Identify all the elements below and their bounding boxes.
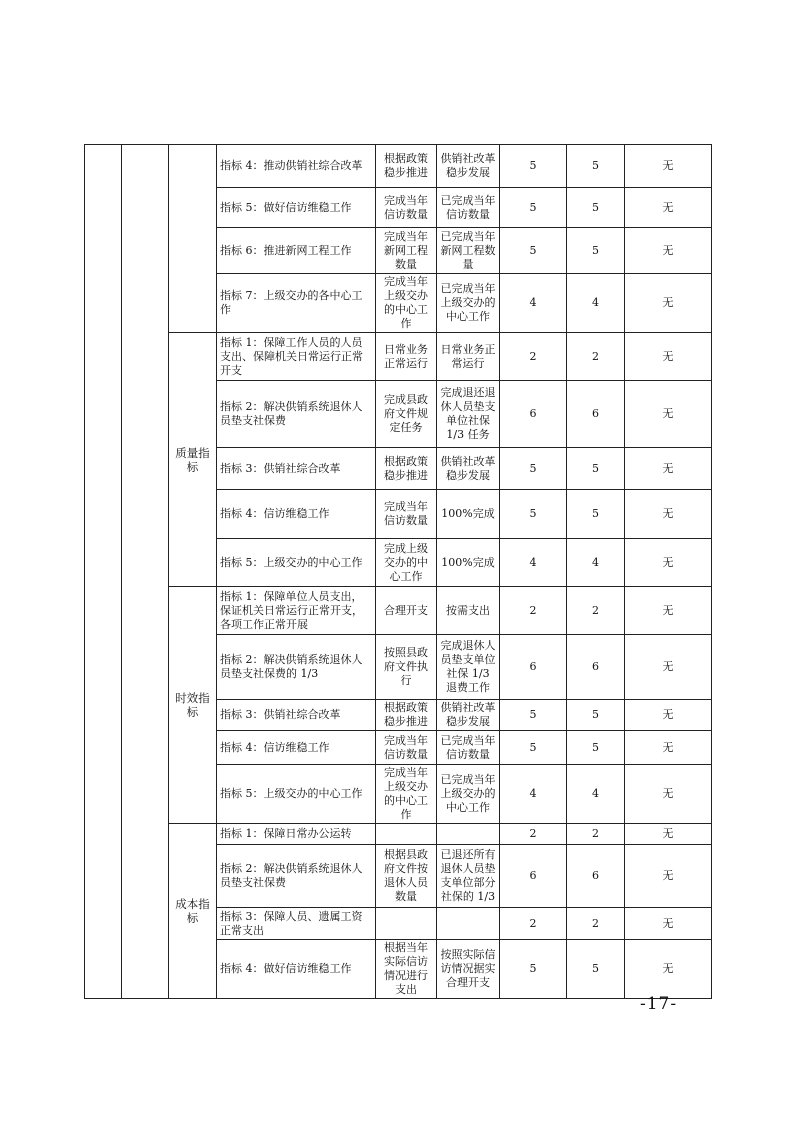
category-cell: 质量指标 — [169, 333, 217, 587]
indicator-text: 指标 3：供销社综合改革 — [217, 448, 376, 490]
table-row — [85, 145, 712, 188]
table-row — [85, 824, 712, 845]
note-value: 无 — [625, 228, 712, 274]
indicator-text: 指标 5：上级交办的中心工作 — [217, 765, 376, 824]
indicator-text: 指标 4：信访维稳工作 — [217, 490, 376, 539]
actual-value: 按照实际信访情况据实合理开支 — [437, 940, 500, 999]
indicator-text: 指标 5：做好信访维稳工作 — [217, 188, 376, 228]
indicator-text: 指标 3：保障人员、遗属工资正常支出 — [217, 908, 376, 940]
score-value: 4 — [567, 539, 625, 587]
note-value: 无 — [625, 188, 712, 228]
indicator-text: 指标 7：上级交办的各中心工作 — [217, 274, 376, 333]
weight-value: 6 — [500, 635, 567, 700]
target-value — [376, 908, 437, 940]
score-value: 2 — [567, 333, 625, 381]
score-value: 5 — [567, 448, 625, 490]
actual-value: 100%完成 — [437, 490, 500, 539]
score-value: 5 — [567, 490, 625, 539]
actual-value: 已完成当年信访数量 — [437, 731, 500, 765]
note-value: 无 — [625, 539, 712, 587]
note-value: 无 — [625, 908, 712, 940]
actual-value: 供销社改革稳步发展 — [437, 145, 500, 188]
target-value: 完成当年信访数量 — [376, 188, 437, 228]
weight-value: 6 — [500, 845, 567, 908]
score-value: 5 — [567, 228, 625, 274]
actual-value: 完成退休人员垫支单位社保 1/3 退费工作 — [437, 635, 500, 700]
weight-value: 4 — [500, 765, 567, 824]
note-value: 无 — [625, 845, 712, 908]
table-row — [85, 333, 712, 381]
weight-value: 5 — [500, 700, 567, 731]
target-value: 完成当年上级交办的中心工作 — [376, 765, 437, 824]
note-value: 无 — [625, 490, 712, 539]
target-value — [376, 824, 437, 845]
weight-value: 5 — [500, 228, 567, 274]
weight-value: 5 — [500, 145, 567, 188]
target-value: 合理开支 — [376, 587, 437, 635]
note-value: 无 — [625, 700, 712, 731]
actual-value: 已完成当年新网工程数量 — [437, 228, 500, 274]
weight-value: 4 — [500, 539, 567, 587]
score-value: 2 — [567, 824, 625, 845]
category-cell — [169, 145, 217, 333]
target-value: 完成上级交办的中心工作 — [376, 539, 437, 587]
table-body — [85, 145, 712, 999]
indicator-text: 指标 3：供销社综合改革 — [217, 700, 376, 731]
actual-value: 完成退还退休人员垫支单位社保 1/3 任务 — [437, 381, 500, 448]
weight-value: 2 — [500, 587, 567, 635]
weight-value: 5 — [500, 448, 567, 490]
target-value: 日常业务正常运行 — [376, 333, 437, 381]
note-value: 无 — [625, 765, 712, 824]
score-value: 2 — [567, 587, 625, 635]
score-value: 6 — [567, 381, 625, 448]
score-value: 5 — [567, 731, 625, 765]
target-value: 完成当年上级交办的中心工作 — [376, 274, 437, 333]
note-value: 无 — [625, 635, 712, 700]
actual-value: 已完成当年上级交办的中心工作 — [437, 274, 500, 333]
category-cell: 成本指标 — [169, 824, 217, 999]
target-value: 按照县政府文件执行 — [376, 635, 437, 700]
actual-value: 供销社改革稳步发展 — [437, 448, 500, 490]
level2-indicator-cell — [122, 145, 169, 999]
note-value: 无 — [625, 145, 712, 188]
weight-value: 2 — [500, 824, 567, 845]
actual-value: 已完成当年上级交办的中心工作 — [437, 765, 500, 824]
score-value: 5 — [567, 940, 625, 999]
target-value: 根据政策稳步推进 — [376, 145, 437, 188]
page-number: -17- — [640, 994, 678, 1014]
performance-indicator-table — [84, 144, 712, 999]
note-value: 无 — [625, 587, 712, 635]
note-value: 无 — [625, 381, 712, 448]
score-value: 2 — [567, 908, 625, 940]
actual-value: 100%完成 — [437, 539, 500, 587]
weight-value: 5 — [500, 188, 567, 228]
score-value: 6 — [567, 845, 625, 908]
target-value: 完成县政府文件规定任务 — [376, 381, 437, 448]
indicator-text: 指标 6：推进新网工程工作 — [217, 228, 376, 274]
actual-value: 供销社改革稳步发展 — [437, 700, 500, 731]
target-value: 根据当年实际信访情况进行支出 — [376, 940, 437, 999]
indicator-text: 指标 4：推动供销社综合改革 — [217, 145, 376, 188]
table-row — [85, 587, 712, 635]
target-value: 完成当年信访数量 — [376, 490, 437, 539]
indicator-text: 指标 4：信访维稳工作 — [217, 731, 376, 765]
score-value: 6 — [567, 635, 625, 700]
category-cell: 时效指标 — [169, 587, 217, 824]
note-value: 无 — [625, 940, 712, 999]
note-value: 无 — [625, 731, 712, 765]
score-value: 5 — [567, 700, 625, 731]
indicator-text: 指标 2：解决供销系统退休人员垫支社保费 — [217, 381, 376, 448]
target-value: 根据县政府文件按退休人员数量 — [376, 845, 437, 908]
indicator-text: 指标 1：保障日常办公运转 — [217, 824, 376, 845]
target-value: 完成当年信访数量 — [376, 731, 437, 765]
indicator-text: 指标 1：保障工作人员的人员支出、保障机关日常运行正常开支 — [217, 333, 376, 381]
level1-indicator-cell — [85, 145, 122, 999]
score-value: 4 — [567, 765, 625, 824]
actual-value: 已完成当年信访数量 — [437, 188, 500, 228]
note-value: 无 — [625, 333, 712, 381]
indicator-text: 指标 5：上级交办的中心工作 — [217, 539, 376, 587]
target-value: 完成当年新网工程数量 — [376, 228, 437, 274]
target-value: 根据政策稳步推进 — [376, 700, 437, 731]
weight-value: 4 — [500, 274, 567, 333]
actual-value — [437, 908, 500, 940]
weight-value: 6 — [500, 381, 567, 448]
weight-value: 5 — [500, 940, 567, 999]
weight-value: 5 — [500, 731, 567, 765]
indicator-text: 指标 4：做好信访维稳工作 — [217, 940, 376, 999]
score-value: 4 — [567, 274, 625, 333]
weight-value: 2 — [500, 333, 567, 381]
indicator-text: 指标 2：解决供销系统退休人员垫支社保费的 1/3 — [217, 635, 376, 700]
score-value: 5 — [567, 145, 625, 188]
note-value: 无 — [625, 824, 712, 845]
actual-value: 日常业务正常运行 — [437, 333, 500, 381]
actual-value — [437, 824, 500, 845]
indicator-text: 指标 2：解决供销系统退休人员垫支社保费 — [217, 845, 376, 908]
actual-value: 按需支出 — [437, 587, 500, 635]
actual-value: 已退还所有退休人员垫支单位部分社保的 1/3 — [437, 845, 500, 908]
note-value: 无 — [625, 448, 712, 490]
weight-value: 5 — [500, 490, 567, 539]
weight-value: 2 — [500, 908, 567, 940]
target-value: 根据政策稳步推进 — [376, 448, 437, 490]
indicator-text: 指标 1：保障单位人员支出，保证机关日常运行正常开支，各项工作正常开展 — [217, 587, 376, 635]
note-value: 无 — [625, 274, 712, 333]
score-value: 5 — [567, 188, 625, 228]
